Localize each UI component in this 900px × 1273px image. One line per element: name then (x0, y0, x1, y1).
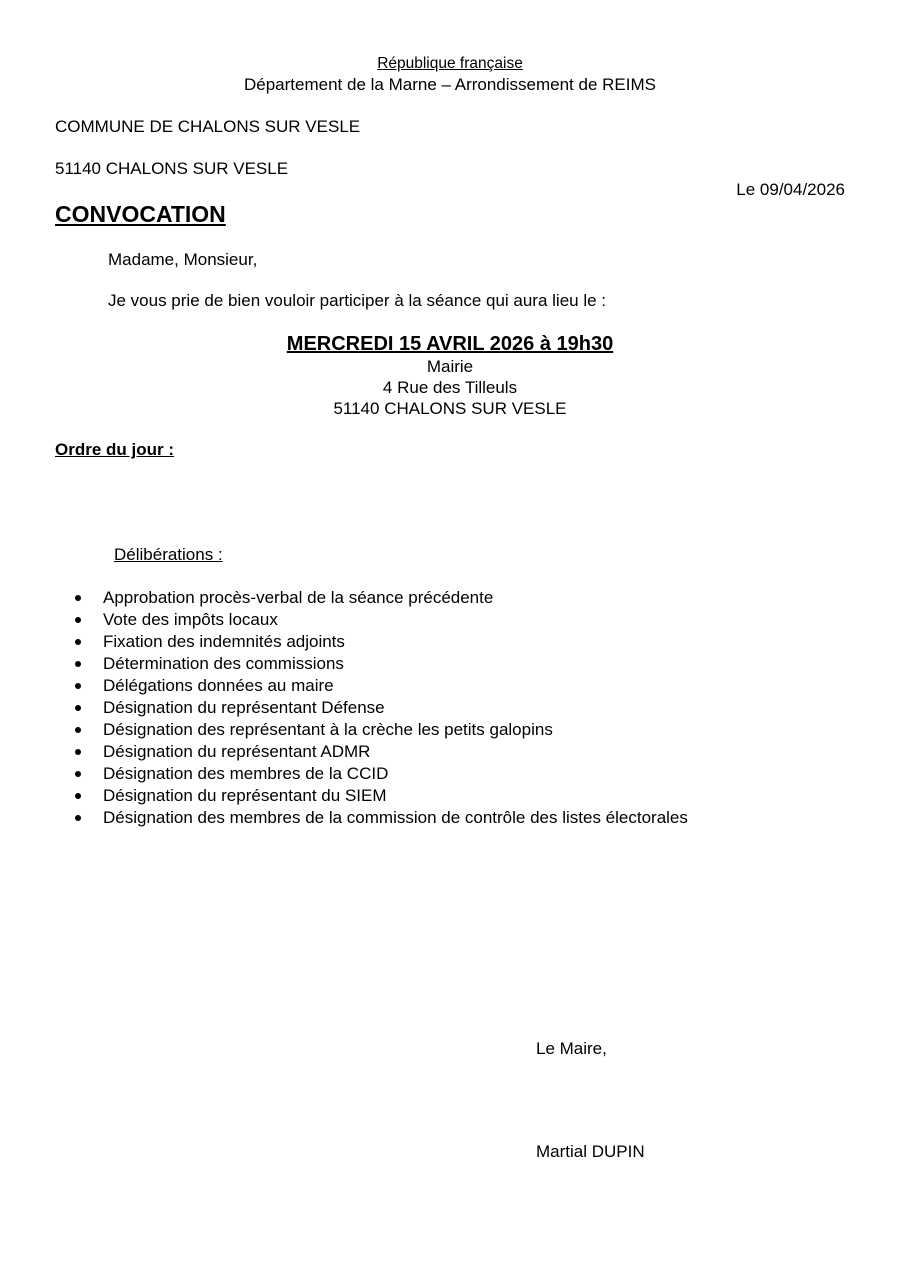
agenda-item (55, 653, 688, 675)
bullet-icon (75, 639, 81, 645)
agenda-item-text: Désignation du représentant Défense (103, 698, 385, 717)
bullet-icon (75, 661, 81, 667)
agenda-item-text: Désignation des représentant à la crèche les petits galopins (103, 720, 553, 739)
signature-role: Le Maire, (536, 1039, 607, 1058)
deliberations-heading: Délibérations : (114, 545, 223, 564)
bullet-icon (75, 617, 81, 623)
bullet-icon (75, 793, 81, 799)
salutation: Madame, Monsieur, (108, 250, 258, 269)
meeting-place: Mairie (426, 357, 474, 376)
agenda-item (55, 741, 688, 763)
agenda-item (55, 697, 688, 719)
commune-postal-address: 51140 CHALONS SUR VESLE (55, 159, 289, 178)
bullet-icon (75, 683, 81, 689)
agenda-item (55, 587, 688, 609)
agenda-item-text: Désignation des membres de la commission de contrôle des listes électorales (103, 808, 688, 827)
agenda-item (55, 763, 688, 785)
agenda-item-text: Détermination des commissions (103, 654, 344, 673)
agenda-item (55, 631, 688, 653)
meeting-date: MERCREDI 15 AVRIL 2026 à 19h30 (286, 333, 614, 355)
signatory-name: Martial DUPIN (536, 1142, 645, 1161)
agenda-heading: Ordre du jour : (55, 440, 174, 459)
bullet-icon (75, 771, 81, 777)
meeting-city: 51140 CHALONS SUR VESLE (333, 399, 567, 418)
agenda-list (55, 587, 688, 829)
agenda-item (55, 719, 688, 741)
agenda-item-text: Approbation procès-verbal de la séance précédente (103, 588, 494, 607)
document-date: Le 09/04/2026 (736, 180, 845, 199)
agenda-item-text: Désignation des membres de la CCID (103, 764, 389, 783)
agenda-item-text: Désignation du représentant ADMR (103, 742, 371, 761)
agenda-item (55, 785, 688, 807)
bullet-icon (75, 815, 81, 821)
bullet-icon (75, 749, 81, 755)
bullet-icon (75, 705, 81, 711)
agenda-item (55, 807, 688, 829)
agenda-item-text: Fixation des indemnités adjoints (103, 632, 345, 651)
document-title: CONVOCATION (55, 201, 226, 227)
agenda-item-text: Vote des impôts locaux (103, 610, 278, 629)
bullet-icon (75, 595, 81, 601)
agenda-item (55, 675, 688, 697)
departement-heading: Département de la Marne – Arrondissement de REIMS (244, 75, 656, 94)
agenda-item-text: Désignation du représentant du SIEM (103, 786, 387, 805)
bullet-icon (75, 727, 81, 733)
intro-text: Je vous prie de bien vouloir participer à la séance qui aura lieu le : (108, 291, 607, 310)
meeting-street: 4 Rue des Tilleuls (382, 378, 518, 397)
agenda-item-text: Délégations données au maire (103, 676, 334, 695)
republique-heading: République française (377, 55, 523, 72)
commune-name: COMMUNE DE CHALONS SUR VESLE (55, 117, 361, 136)
agenda-item (55, 609, 688, 631)
